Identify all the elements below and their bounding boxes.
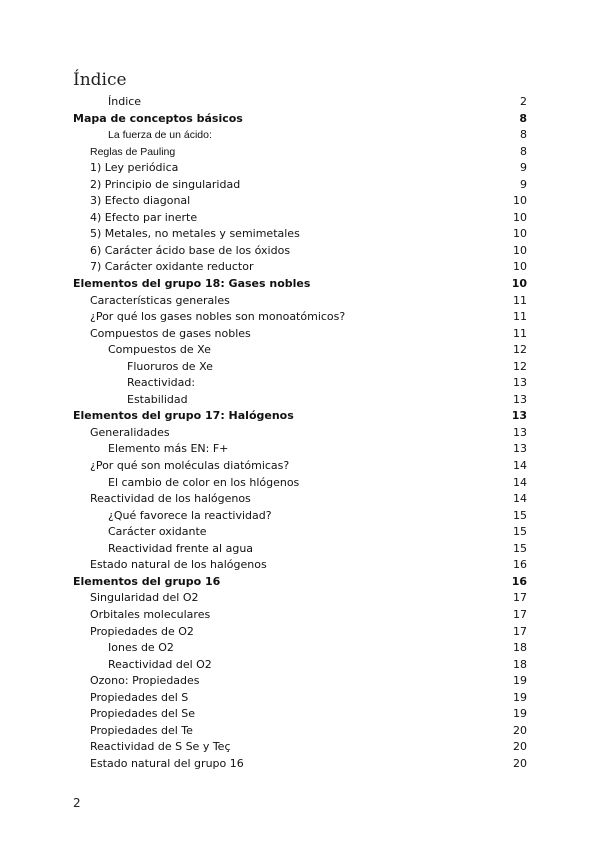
- toc-entry-title: Elemento más EN: F+: [108, 442, 229, 456]
- toc-entry[interactable]: [0, 326, 600, 343]
- toc-entry-page: 15: [513, 508, 527, 522]
- toc-entry-title: Reactividad frente al agua: [108, 541, 254, 555]
- toc-entry-title: Estabilidad: [127, 392, 188, 406]
- toc-entry[interactable]: [0, 127, 600, 144]
- toc-entry-page: 8: [520, 144, 527, 158]
- toc-entry-page: 16: [511, 574, 527, 588]
- toc-entry-title: Elementos del grupo 17: Halógenos: [73, 409, 294, 423]
- toc-entry-title: Reactividad:: [127, 376, 196, 390]
- toc-entry-title: 2) Principio de singularidad: [90, 177, 241, 191]
- toc-entry-page: 13: [511, 409, 527, 423]
- toc-entry-page: 15: [513, 525, 527, 539]
- toc-entry-title: Ozono: Propiedades: [90, 674, 200, 688]
- toc-entry[interactable]: [0, 541, 600, 558]
- toc-entry-title: Reactividad del O2: [108, 657, 212, 671]
- toc-entry-title: Orbitales moleculares: [90, 607, 211, 621]
- toc-heading-entry[interactable]: [0, 574, 600, 591]
- toc-entry-title: 7) Carácter oxidante reductor: [90, 260, 254, 274]
- toc-entry[interactable]: [0, 259, 600, 276]
- toc-entry-page: 19: [513, 674, 527, 688]
- toc-entry-page: 13: [513, 392, 527, 406]
- toc-entry-title: El cambio de color en los hlógenos: [108, 475, 300, 489]
- toc-entry-title: Estado natural de los halógenos: [90, 558, 267, 572]
- toc-entry[interactable]: [0, 607, 600, 624]
- toc-entry-title: 3) Efecto diagonal: [90, 194, 191, 208]
- toc-entry-page: 11: [513, 293, 527, 307]
- toc-entry-page: 8: [520, 128, 527, 142]
- toc-entry[interactable]: [0, 673, 600, 690]
- toc-entry-page: 20: [513, 723, 527, 737]
- toc-entry[interactable]: [0, 441, 600, 458]
- toc-entry[interactable]: [0, 657, 600, 674]
- toc-entry[interactable]: [0, 640, 600, 657]
- table-of-contents: [0, 94, 600, 772]
- toc-entry[interactable]: [0, 226, 600, 243]
- toc-entry[interactable]: [0, 342, 600, 359]
- toc-entry-page: 10: [513, 210, 527, 224]
- toc-entry[interactable]: [0, 193, 600, 210]
- toc-entry-title: Fluoruros de Xe: [127, 359, 213, 373]
- toc-entry-title: 4) Efecto par inerte: [90, 210, 198, 224]
- toc-entry-title: Propiedades del Te: [90, 723, 193, 737]
- toc-entry[interactable]: [0, 375, 600, 392]
- toc-entry-page: 13: [513, 376, 527, 390]
- toc-entry-title: ¿Qué favorece la reactividad?: [108, 508, 272, 522]
- toc-entry[interactable]: [0, 144, 600, 161]
- toc-heading-entry[interactable]: [0, 408, 600, 425]
- toc-entry-page: 8: [519, 111, 527, 125]
- toc-entry[interactable]: [0, 458, 600, 475]
- toc-entry-title: La fuerza de un ácido:: [108, 129, 212, 142]
- toc-entry-page: 13: [513, 442, 527, 456]
- toc-entry-title: Propiedades de O2: [90, 624, 194, 638]
- toc-entry[interactable]: [0, 243, 600, 260]
- toc-entry-page: 13: [513, 425, 527, 439]
- toc-entry[interactable]: [0, 524, 600, 541]
- toc-entry-page: 17: [513, 591, 527, 605]
- toc-entry-page: 18: [513, 641, 527, 655]
- toc-entry-title: Compuestos de Xe: [108, 343, 211, 357]
- toc-entry-page: 11: [513, 310, 527, 324]
- toc-entry-title: ¿Por qué los gases nobles son monoatómicos?: [90, 310, 346, 324]
- toc-entry[interactable]: [0, 475, 600, 492]
- toc-entry-title: 5) Metales, no metales y semimetales: [90, 227, 300, 241]
- toc-entry-title: Propiedades del Se: [90, 707, 196, 721]
- toc-entry-page: 12: [513, 359, 527, 373]
- toc-entry-page: 11: [513, 326, 527, 340]
- toc-entry[interactable]: [0, 739, 600, 756]
- toc-entry-page: 10: [513, 243, 527, 257]
- toc-entry-title: Carácter oxidante: [108, 525, 207, 539]
- toc-entry-page: 17: [513, 607, 527, 621]
- toc-entry-page: 16: [513, 558, 527, 572]
- toc-entry[interactable]: [0, 309, 600, 326]
- toc-heading-entry[interactable]: [0, 276, 600, 293]
- toc-entry-page: 10: [513, 194, 527, 208]
- toc-entry-page: 14: [513, 459, 527, 473]
- toc-entry-page: 12: [513, 343, 527, 357]
- toc-entry-title: Índice: [108, 95, 142, 108]
- toc-entry-page: 20: [513, 740, 527, 754]
- toc-entry[interactable]: [0, 177, 600, 194]
- toc-entry-page: 14: [513, 492, 527, 506]
- toc-entry-page: 20: [513, 756, 527, 770]
- toc-entry[interactable]: [0, 425, 600, 442]
- toc-entry[interactable]: [0, 94, 600, 111]
- toc-entry-title: Singularidad del O2: [90, 591, 199, 605]
- toc-entry-title: Estado natural del grupo 16: [90, 756, 244, 770]
- toc-entry[interactable]: [0, 706, 600, 723]
- toc-entry-title: Generalidades: [90, 425, 170, 439]
- toc-entry[interactable]: [0, 359, 600, 376]
- toc-entry-page: 2: [520, 95, 527, 108]
- toc-entry[interactable]: [0, 756, 600, 773]
- toc-entry-title: Propiedades del S: [90, 690, 189, 704]
- toc-entry-title: Iones de O2: [108, 641, 174, 655]
- toc-entry-page: 9: [520, 177, 527, 191]
- toc-entry-page: 19: [513, 707, 527, 721]
- toc-entry-page: 10: [511, 277, 527, 291]
- toc-entry-page: 19: [513, 690, 527, 704]
- toc-entry[interactable]: [0, 392, 600, 409]
- toc-entry[interactable]: [0, 491, 600, 508]
- toc-entry-page: 10: [513, 227, 527, 241]
- toc-entry[interactable]: [0, 624, 600, 641]
- toc-entry-title: Reactividad de los halógenos: [90, 492, 251, 506]
- page-number: 2: [73, 796, 81, 810]
- toc-entry[interactable]: [0, 293, 600, 310]
- toc-heading-entry[interactable]: [0, 111, 600, 128]
- toc-entry-title: Compuestos de gases nobles: [90, 326, 251, 340]
- toc-entry-title: 6) Carácter ácido base de los óxidos: [90, 243, 291, 257]
- toc-entry-page: 17: [513, 624, 527, 638]
- toc-entry[interactable]: [0, 557, 600, 574]
- toc-entry[interactable]: [0, 723, 600, 740]
- toc-entry-title: Elementos del grupo 18: Gases nobles: [73, 277, 311, 291]
- toc-entry[interactable]: [0, 210, 600, 227]
- toc-entry-page: 14: [513, 475, 527, 489]
- toc-entry[interactable]: [0, 590, 600, 607]
- toc-entry-page: 18: [513, 657, 527, 671]
- page-title: Índice: [73, 70, 127, 90]
- toc-entry[interactable]: [0, 160, 600, 177]
- toc-entry-title: 1) Ley periódica: [90, 161, 179, 175]
- toc-entry-page: 10: [513, 260, 527, 274]
- toc-entry-title: Reglas de Pauling: [90, 145, 176, 158]
- toc-entry[interactable]: [0, 508, 600, 525]
- toc-entry-title: Características generales: [90, 293, 230, 307]
- toc-entry-title: ¿Por qué son moléculas diatómicas?: [90, 459, 290, 473]
- toc-entry-title: Mapa de conceptos básicos: [73, 111, 243, 125]
- toc-entry-title: Reactividad de S Se y Teç: [90, 740, 231, 754]
- toc-entry-page: 9: [520, 161, 527, 175]
- toc-entry-title: Elementos del grupo 16: [73, 574, 221, 588]
- toc-entry-page: 15: [513, 541, 527, 555]
- toc-entry[interactable]: [0, 690, 600, 707]
